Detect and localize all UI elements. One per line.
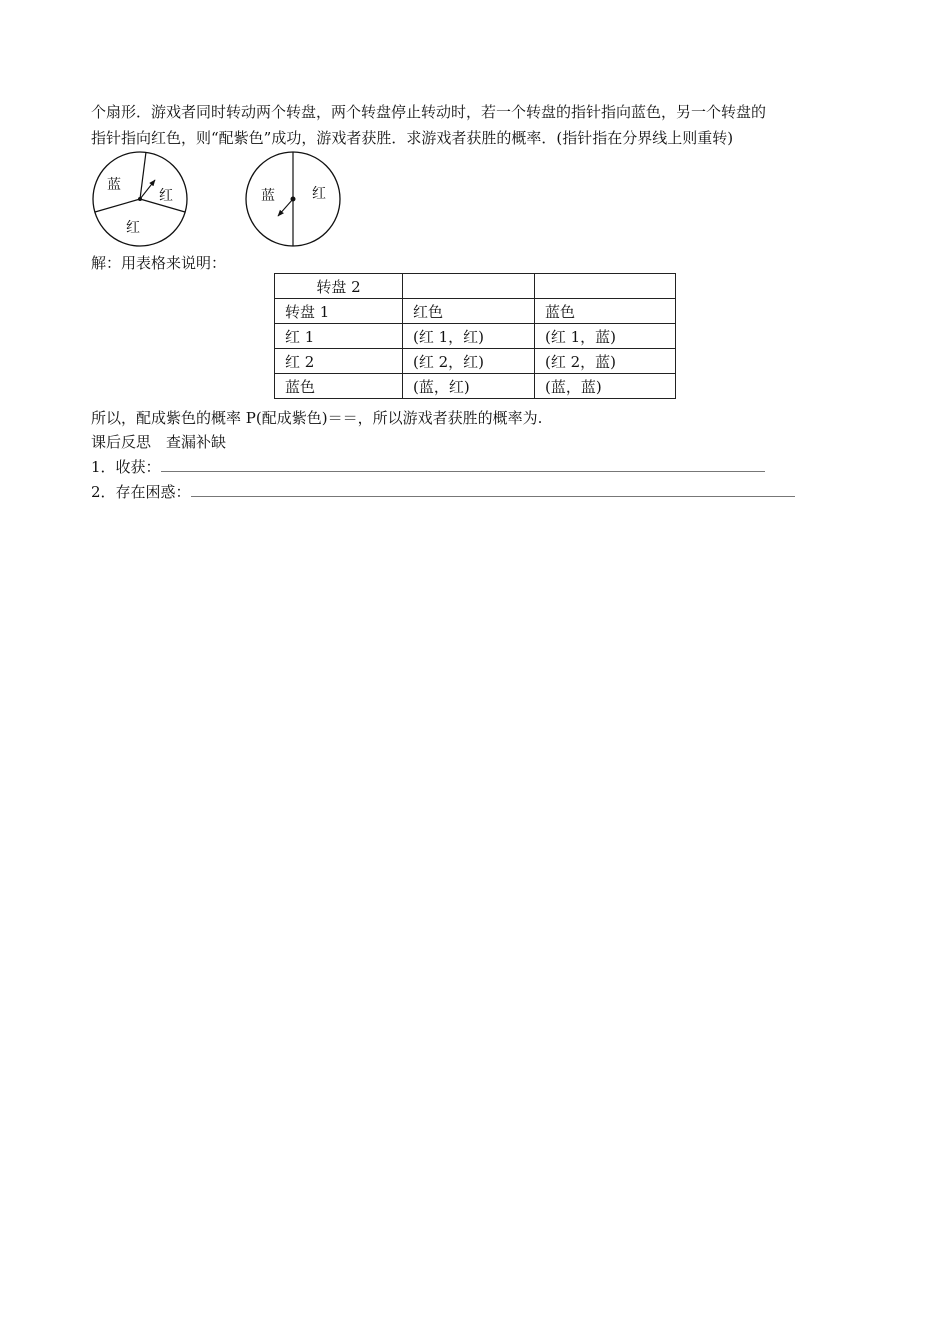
table-row [275,349,676,374]
wheel2-label-blue: 蓝 [261,188,275,204]
wheel1-label-red-right: 红 [159,188,173,204]
table-cell: 红色 [403,299,535,324]
spinner-wheel-2 [246,152,340,246]
table-cell: (红 1，蓝) [535,324,676,349]
doubts-label: 2．存在困惑： [91,483,191,501]
table-header-cell: 转盘 2 [275,274,403,299]
spinner-figure [88,148,348,250]
spinner-wheel-1 [93,152,187,246]
reflection-item-gains [91,457,765,477]
table-cell: 红 2 [275,349,403,374]
table-row [275,374,676,399]
table-row [275,324,676,349]
result-text: 所以，配成紫色的概率 P(配成紫色)＝＝，所以游戏者获胜的概率为. [91,409,543,427]
wheel1-label-blue: 蓝 [107,177,121,193]
doubts-blank[interactable] [191,482,795,497]
reflection-title: 课后反思 查漏补缺 [91,433,227,451]
wheel2-label-red: 红 [312,186,326,202]
table-header-cell [535,274,676,299]
problem-line-2: 指针指向红色，则“配紫色”成功，游戏者获胜．求游戏者获胜的概率．(指针指在分界线上则重转) [91,129,734,147]
table-cell: (蓝，红) [403,374,535,399]
table-cell: (蓝，蓝) [535,374,676,399]
table-header-cell [403,274,535,299]
table-cell: (红 1，红) [403,324,535,349]
table-row [275,299,676,324]
gains-blank[interactable] [161,457,765,472]
reflection-item-doubts [91,482,795,502]
table-cell: 蓝色 [275,374,403,399]
wheel1-divider-left [95,199,140,212]
table-header-row [275,274,676,299]
table-cell: 红 1 [275,324,403,349]
gains-label: 1．收获： [91,458,161,476]
table-cell: (红 2，红) [403,349,535,374]
table-cell: 转盘 1 [275,299,403,324]
table-cell: (红 2，蓝) [535,349,676,374]
table-cell: 蓝色 [535,299,676,324]
solution-intro: 解：用表格来说明： [91,254,227,272]
outcome-table [274,273,676,399]
wheel1-label-red-bottom: 红 [126,220,140,236]
wheel2-pointer-arrow [278,199,293,216]
problem-line-1: 个扇形．游戏者同时转动两个转盘，两个转盘停止转动时，若一个转盘的指针指向蓝色，另一个转盘的 [91,103,767,121]
